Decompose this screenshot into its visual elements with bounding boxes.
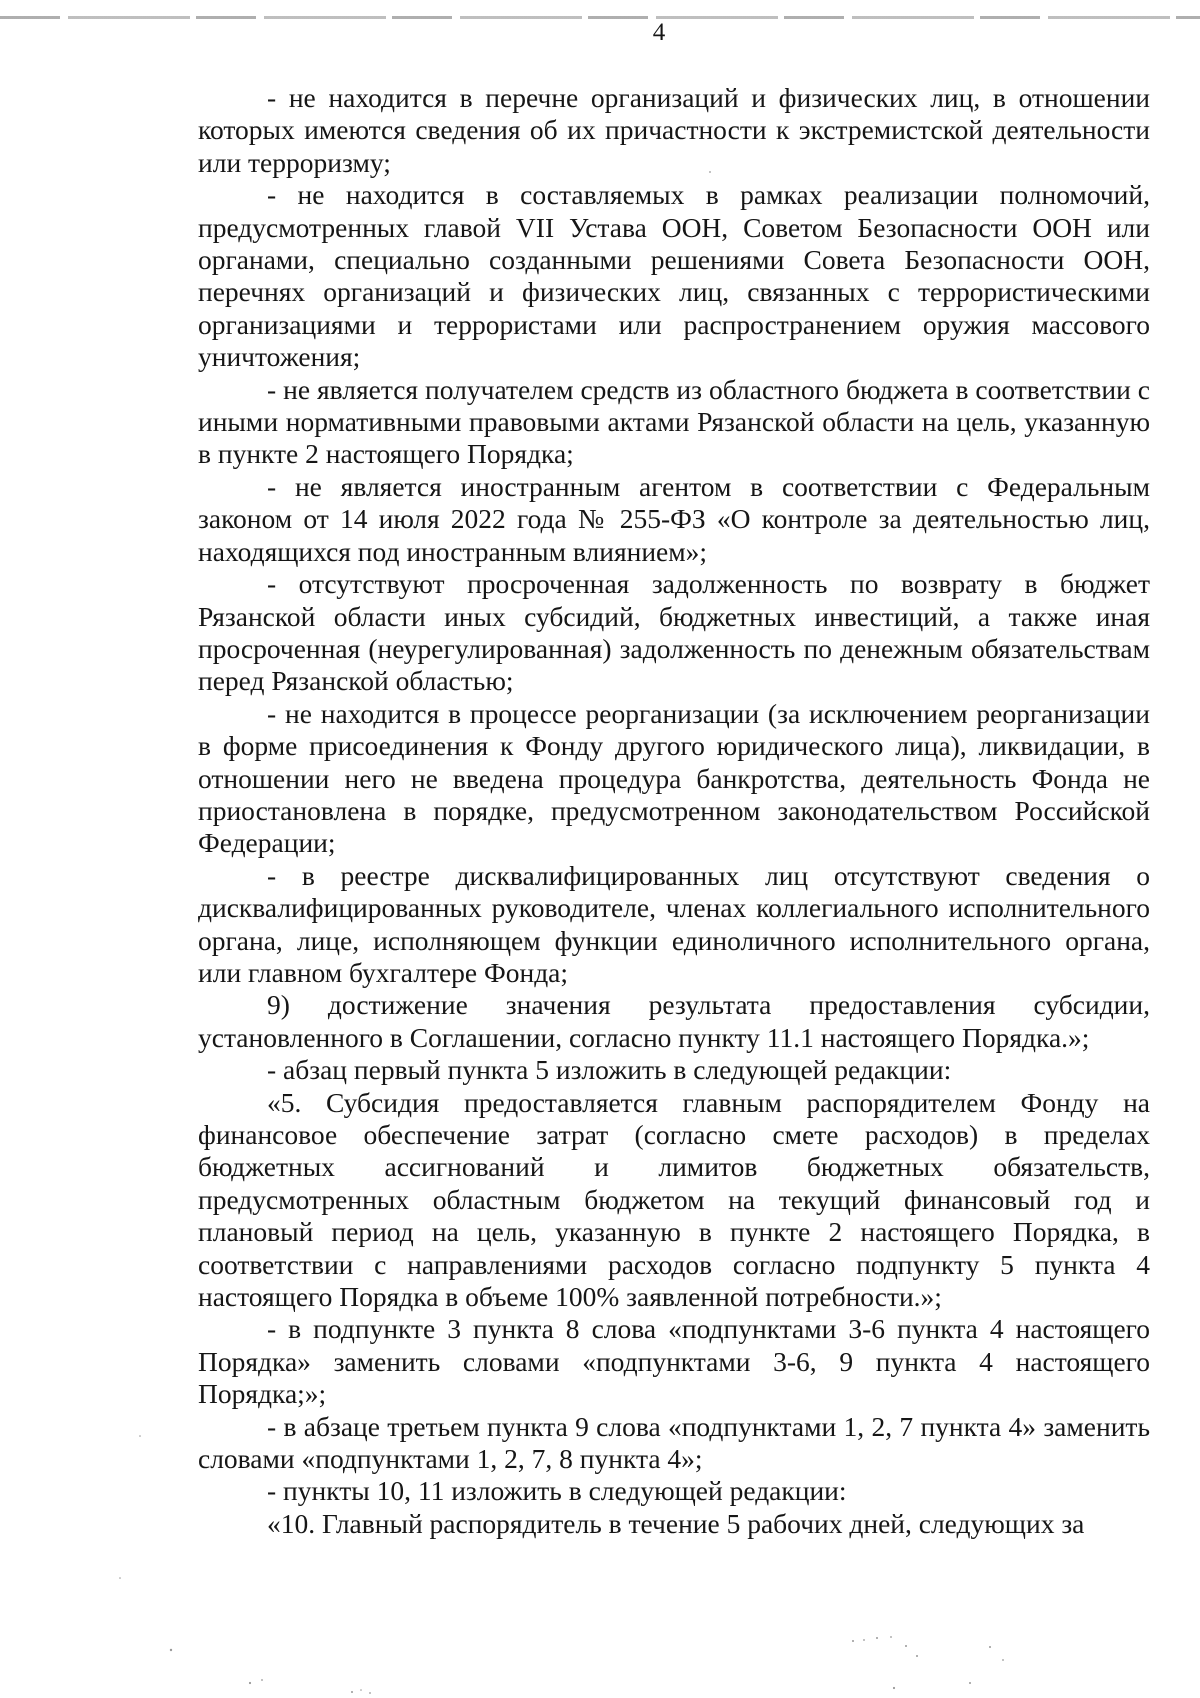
paragraph-amend-points-10-11: - пункты 10, 11 изложить в следующей редакции: bbox=[267, 1475, 847, 1507]
paragraph-amend-point-8: - в подпункте 3 пункта 8 слова «подпунктами 3-6 пункта 4 настоящего Порядка» заменить словами «подпунктами 3-6, 9 пункта 4 настоящего Порядка;»; bbox=[198, 1313, 1150, 1410]
paragraph-regional-budget-recipient: - не является получателем средств из областного бюджета в соответствии с иными нормативными правовыми актами Рязанской области на цель, указанную в пункте 2 настоящего Порядка; bbox=[198, 373, 1150, 470]
page-number: 4 bbox=[652, 19, 666, 46]
document-body bbox=[198, 82, 1150, 1540]
paragraph-overdue-debt: - отсутствуют просроченная задолженность по возврату в бюджет Рязанской области иных субсидий, бюджетных инвестиций, а также иная просроченная (неурегулированная) задолженность по денежным обязательствам перед Рязанской областью; bbox=[198, 568, 1150, 697]
paragraph-amend-point-5: - абзац первый пункта 5 изложить в следующей редакции: bbox=[267, 1054, 952, 1086]
paragraph-amend-point-9: - в абзаце третьем пункта 9 слова «подпунктами 1, 2, 7 пункта 4» заменить словами «подпунктами 1, 2, 7, 8 пункта 4»; bbox=[198, 1410, 1150, 1475]
paragraph-point-5-text: «5. Субсидия предоставляется главным распорядителем Фонду на финансовое обеспечение затрат (согласно смете расходов) в пределах бюджетных ассигнований и лимитов бюджетных обязательств, предусмотренных областным бюджетом на текущий финансовый год и плановый период на цель, указанную в пункте 2 настоящего Порядка, в соответствии с направлениями расходов согласно подпункту 5 пункта 4 настоящего Порядка в объеме 100% заявленной потребности.»; bbox=[198, 1086, 1150, 1313]
paragraph-point-10-start: «10. Главный распорядитель в течение 5 рабочих дней, следующих за bbox=[267, 1507, 1085, 1539]
paragraph-disqualified-persons: - в реестре дисквалифицированных лиц отсутствуют сведения о дисквалифицированных руководителе, членах коллегиального исполнительного органа, лице, исполняющем функции единоличного исполнительного органа, или главном бухгалтере Фонда; bbox=[198, 859, 1150, 988]
paragraph-foreign-agent: - не является иностранным агентом в соответствии с Федеральным законом от 14 июля 2022 года № 255-ФЗ «О контроле за деятельностью лиц, находящихся под иностранным влиянием»; bbox=[198, 470, 1150, 567]
paragraph-un-security-council-list: - не находится в составляемых в рамках реализации полномочий, предусмотренных главой VII Устава ООН, Советом Безопасности ООН или органами, специально созданными решениями Совета Безопасности ООН, перечнях организаций и физических лиц, связанных с террористическими организациями и террористами или распространением оружия массового уничтожения; bbox=[198, 179, 1150, 373]
paragraph-extremism-list: - не находится в перечне организаций и физических лиц, в отношении которых имеются сведения об их причастности к экстремистской деятельности или терроризму; bbox=[198, 82, 1150, 178]
paragraph-reorganization: - не находится в процессе реорганизации (за исключением реорганизации в форме присоединения к Фонду другого юридического лица), ликвидации, в отношении него не введена процедура банкротства, деятельность Фонда не приостановлена в порядке, предусмотренном законодательством Российской Федерации; bbox=[198, 697, 1150, 859]
paragraph-item-9: 9) достижение значения результата предоставления субсидии, установленного в Соглашении, согласно пункту 11.1 настоящего Порядка.»; bbox=[198, 989, 1150, 1053]
